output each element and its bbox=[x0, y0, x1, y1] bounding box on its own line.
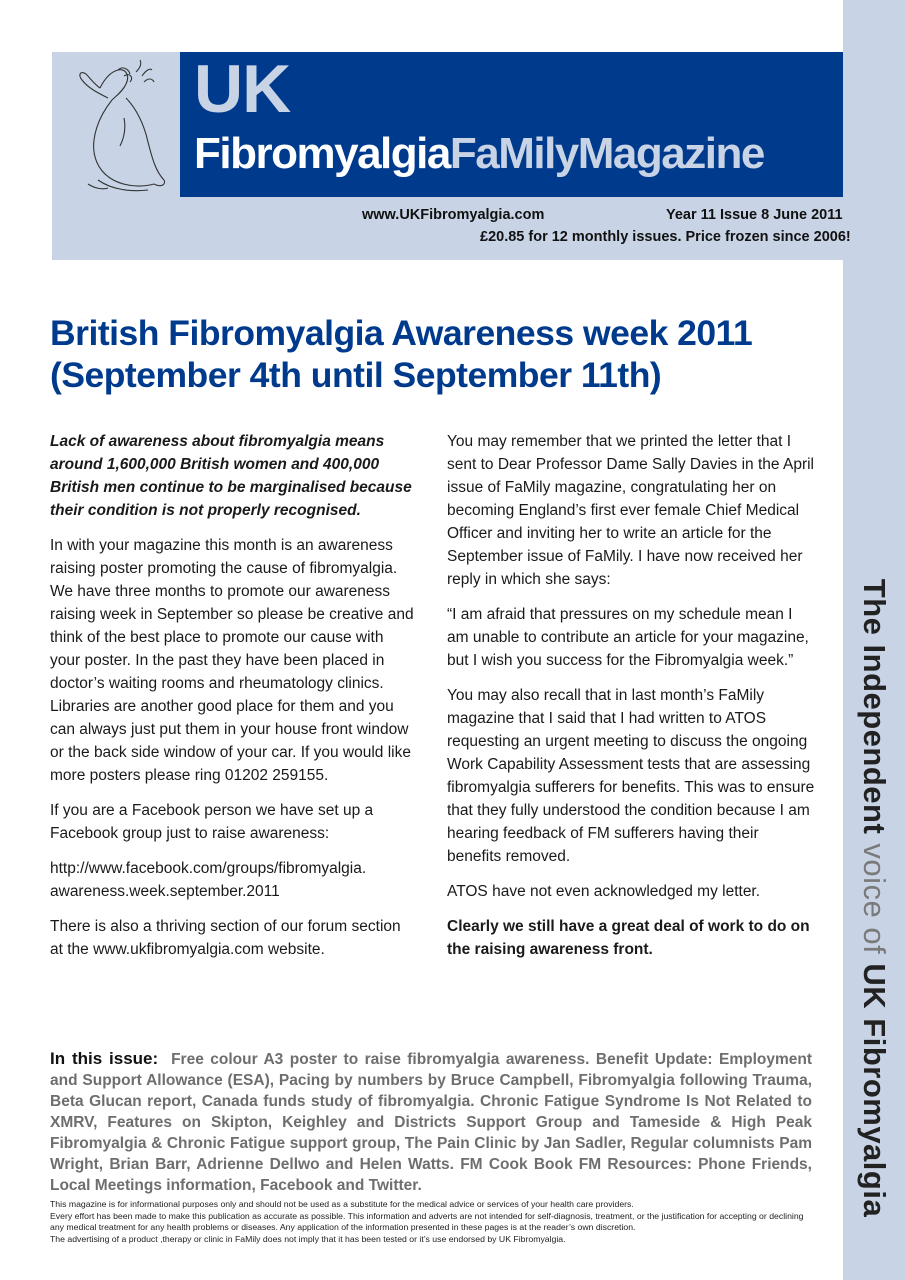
article-headline bbox=[50, 312, 830, 396]
disclaimer-line: Every effort has been made to make this publication as accurate as possible. This information and adverts are not intended for self-diagnosis, treatment, or the justification for accepting or declining bbox=[50, 1210, 804, 1221]
paragraph: If you are a Facebook person we have set up a Facebook group just to raise awareness: bbox=[50, 802, 374, 842]
price-info: £20.85 for 12 monthly issues. Price frozen since 2006! bbox=[480, 229, 851, 245]
closing-paragraph: Clearly we still have a great deal of work to do on the raising awareness front. bbox=[447, 918, 810, 958]
masthead-title-part1: Fibromyalgia bbox=[194, 129, 450, 178]
side-banner-part1: The Independent bbox=[857, 578, 892, 835]
side-banner-part2: voice of bbox=[857, 843, 892, 955]
paragraph: ATOS have not even acknowledged my letter. bbox=[447, 883, 761, 900]
in-this-issue-text: Free colour A3 poster to raise fibromyalgia awareness. Benefit Update: Employment and Support Allowance (ESA), Pacing by numbers by Bruce Campbell, Fibromyalgia following Trauma, Beta Glucan report, Canada funds study of fibromyalgia. Chronic Fatigue Syndrome Is Not Related to XMRV, Features on Skipton, Keighley and Districts Support Group and Tameside & High Peak Fibromyalgia & Chronic Fatigue support group, The Pain Clinic by Jan Sadler, Regular columnists Pam Wright, Brian Barr, Adrienne Dellwo and Helen Watts. FM Cook Book FM Resources: Phone Friends, Local Meetings information, Facebook and Twitter. bbox=[50, 1051, 812, 1194]
paragraph: You may also recall that in last month’s FaMily magazine that I said that I had written to ATOS requesting an urgent meeting to discuss the ongoing Work Capability Assessment tests that are assessing fibromyalgia sufferers for benefits. This was to ensure that they fully understood the condition because I am hearing feedback of FM sufferers having their benefits removed. bbox=[447, 687, 815, 865]
article-left-column bbox=[50, 430, 415, 973]
masthead-title bbox=[194, 129, 764, 178]
issue-info: Year 11 Issue 8 June 2011 bbox=[666, 207, 843, 223]
quote-paragraph: “I am afraid that pressures on my schedule mean I am unable to contribute an article for your magazine, but I wish you success for the Fibromyalgia week.” bbox=[447, 606, 809, 669]
paragraph: In with your magazine this month is an awareness raising poster promoting the cause of fibromyalgia. We have three months to promote our awareness raising week in September so please be creative and think of the best place to promote our cause with your poster. In the past they have been placed in doctor’s waiting rooms and rheumatology clinics. Libraries are another good place for them and you can always just put them in your house front window or the back side window of your car. If you would like more posters please ring 01202 259155. bbox=[50, 537, 414, 784]
article-right-column bbox=[447, 430, 817, 973]
paragraph: There is also a thriving section of our forum section at the www.ukfibromyalgia.com website. bbox=[50, 918, 401, 958]
website-link[interactable]: www.UKFibromyalgia.com bbox=[362, 207, 545, 223]
disclaimer-line: any medical treatment for any health problems or diseases. Any application of the information presented in these pages is at the reader’s own discretion. bbox=[50, 1222, 636, 1232]
paragraph: You may remember that we printed the letter that I sent to Dear Professor Dame Sally Davies in the April issue of FaMily magazine, congratulating her on becoming England’s first ever female Chief Medical Officer and inviting her to write an article for the September issue of FaMily. I have now received her reply in which she says: bbox=[447, 433, 814, 588]
headline-line2: (September 4th until September 11th) bbox=[50, 355, 662, 395]
masthead-title-part2: FaMilyMagazine bbox=[449, 129, 764, 178]
disclaimer-line: The advertising of a product ,therapy or clinic in FaMily does not imply that it has been tested or it’s use endorsed by UK Fibromyalgia. bbox=[50, 1233, 566, 1244]
lead-paragraph: Lack of awareness about fibromyalgia means around 1,600,000 British women and 400,000 British men continue to be marginalised because their condition is not properly recognised. bbox=[50, 433, 412, 519]
side-banner-text bbox=[856, 579, 892, 1217]
in-this-issue-label: In this issue: bbox=[50, 1049, 159, 1068]
woman-sketch-logo bbox=[68, 58, 174, 196]
disclaimer bbox=[50, 1199, 820, 1245]
facebook-link[interactable]: http://www.facebook.com/groups/fibromyalgia. awareness.week.september.2011 bbox=[50, 860, 367, 900]
masthead-uk: UK bbox=[194, 51, 291, 127]
disclaimer-line: This magazine is for informational purposes only and should not be used as a substitute for the medical advice or services of your health care providers. bbox=[50, 1199, 634, 1209]
in-this-issue bbox=[50, 1048, 812, 1196]
headline-line1: British Fibromyalgia Awareness week 2011 bbox=[50, 313, 753, 353]
side-banner-part3: UK Fibromyalgia bbox=[857, 963, 892, 1218]
